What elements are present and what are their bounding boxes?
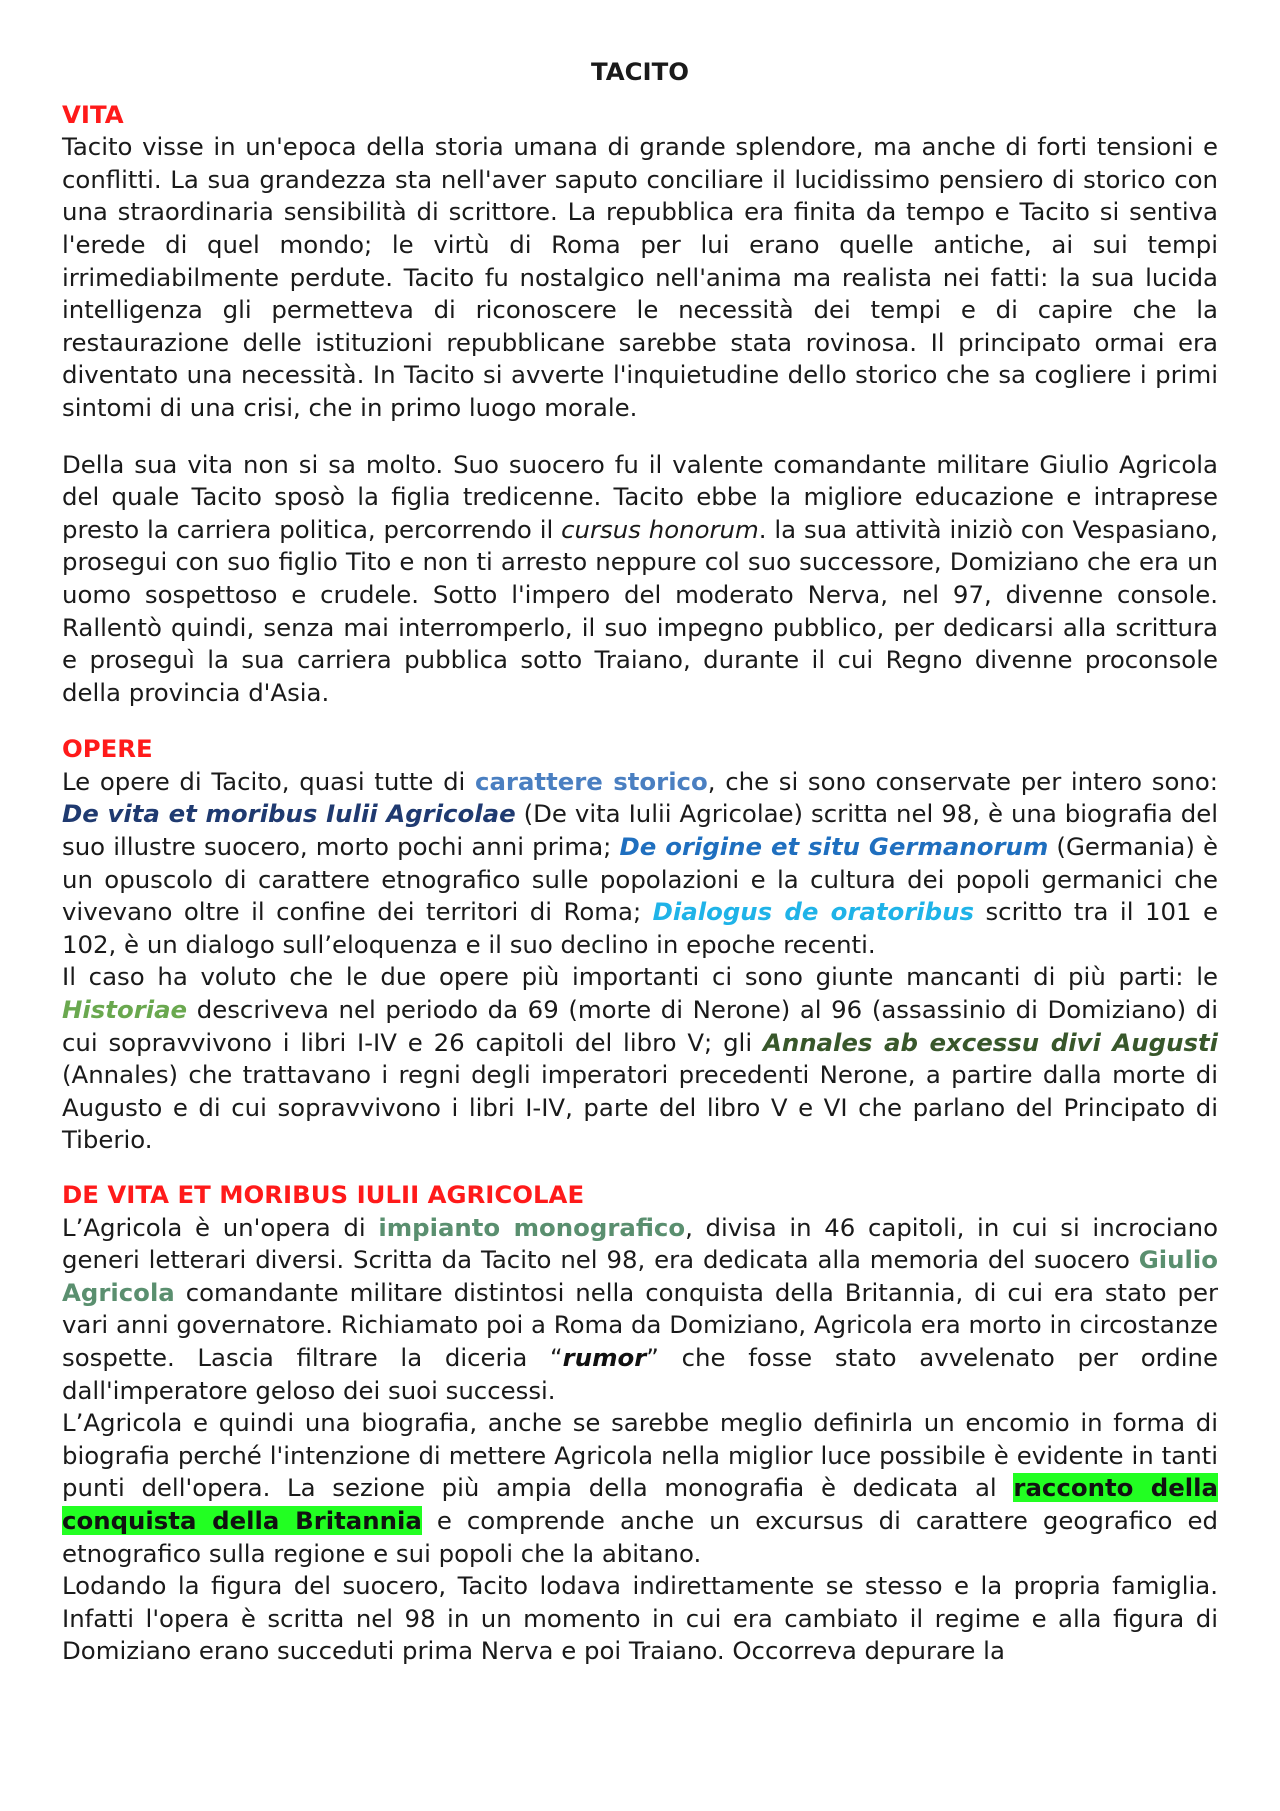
opere-paragraph-2 [62, 961, 1218, 1157]
agricola-text: ” che fosse stato avvelenato per ordine dall'imperatore geloso dei suoi successi. [62, 1342, 1219, 1405]
title-germania: De origine et situ Germanorum [619, 832, 1049, 862]
heading-vita: VITA [62, 99, 124, 129]
term-carattere-storico: carattere storico [475, 766, 708, 796]
agricola-text: L’Agricola è un'opera di [62, 1212, 379, 1242]
opere-text: (Annales) che trattavano i regni degli imperatori precedenti Nerone, a partire dalla morte di Augusto e di cui sopravvivono i libri I-IV, parte del libro V e VI che parlano del Principato di Tiberio. [62, 1060, 1218, 1155]
agricola-text: , divisa in 46 capitoli, in cui si incrociano generi letterari diversi. Scritta da Tacito nel 98, era dedicata alla memoria del suocero [62, 1212, 1218, 1275]
opere-text: scritto tra il 101 e 102, è un dialogo sull’eloquenza e il suo declino in epoche recenti. [62, 897, 1219, 959]
opere-text: , che si sono conservate per intero sono: [707, 766, 1218, 796]
title-annales: Annales ab excessu divi Augusti [762, 1027, 1218, 1057]
name-giulio-agricola: Giulio Agricola [62, 1245, 1218, 1307]
document-page [62, 56, 1218, 1668]
agricola-text: L’Agricola e quindi una biografia, anche se sarebbe meglio definirla un encomio in forma di biografia perché l'intenzione di mettere Agricola nella miglior luce possibile è evidente in tanti punti dell'opera. La sezione più ampia della monografia è dedicata al [62, 1408, 1218, 1503]
agricola-paragraph-2 [62, 1407, 1218, 1570]
cursus-honorum-term: cursus honorum [561, 514, 759, 544]
agricola-text: e comprende anche un excursus di carattere geografico ed etnografico sulla regione e sui popoli che la abitano. [62, 1505, 1219, 1568]
opere-text: Il caso ha voluto che le due opere più importanti ci sono giunte mancanti di più parti: le [62, 962, 1218, 992]
title-dialogus: Dialogus de oratoribus [652, 897, 974, 927]
vita-text: . la sua attività iniziò con Vespasiano, prosegui con suo figlio Tito e non ti arresto neppure col suo successore, Domiziano che era un uomo sospettoso e crudele. Sotto l'impero del moderato Nerva, nel 97, divenne console. Rallentò quindi, senza mai interromperlo, il suo impegno pubblico, per dedicarsi alla scrittura e proseguì la sua carriera pubblica sotto Traiano, durante il cui Regno divenne proconsole della provincia d'Asia. [62, 514, 1218, 707]
title-agricola: De vita et moribus Iulii Agricolae [62, 799, 516, 829]
title-historiae: Historiae [62, 995, 188, 1025]
vita-paragraph-2 [62, 449, 1218, 710]
vita-text: Della sua vita non si sa molto. Suo suocero fu il valente comandante militare Giulio Agricola del quale Tacito sposò la figlia tredicenne. Tacito ebbe la migliore educazione e intraprese presto la carriera politica, percorrendo il [62, 449, 1218, 544]
opere-text: Le opere di Tacito, quasi tutte di [62, 766, 475, 796]
heading-opere: OPERE [62, 734, 153, 764]
vita-paragraph-1: Tacito visse in un'epoca della storia umana di grande splendore, ma anche di forti tensioni e conflitti. La sua grandezza sta nell'aver saputo conciliare il lucidissimo pensiero di storico con una straordinaria sensibilità di scrittore. La repubblica era finita da tempo e Tacito si sentiva l'erede di quel mondo; le virtù di Roma per lui erano quelle antiche, ai sui tempi irrimediabilmente perdute. Tacito fu nostalgico nell'anima ma realista nei fatti: la sua lucida intelligenza gli permetteva di riconoscere le necessità dei tempi e di capire che la restaurazione delle istituzioni repubblicane sarebbe stata rovinosa. Il principato ormai era diventato una necessità. In Tacito si avverte l'inquietudine dello storico che sa cogliere i primi sintomi di una crisi, che in primo luogo morale. [62, 132, 1218, 422]
document-title: TACITO [591, 57, 689, 86]
agricola-text: comandante militare distintosi nella conquista della Britannia, di cui era stato per vari anni governatore. Richiamato poi a Roma da Domiziano, Agricola era morto in circostanze sospette. Lascia filtrare la diceria “ [62, 1277, 1218, 1372]
opere-text: (Germania) è un opuscolo di carattere etnografico sulle popolazioni e la cultura dei popoli germanici che vivevano oltre il confine dei territori di Roma; [62, 832, 1219, 927]
highlighted-phrase: racconto della conquista della Britannia [62, 1473, 1218, 1535]
heading-agricola: DE VITA ET MORIBUS IULII AGRICOLAE [62, 1180, 585, 1209]
opere-paragraph-1 [62, 766, 1218, 962]
opere-text: (De vita Iulii Agricolae) scritta nel 98, è una biografia del suo illustre suocero, morto pochi anni prima; [62, 799, 1218, 862]
opere-text: descriveva nel periodo da 69 (morte di Nerone) al 96 (assassinio di Domiziano) di cui sopravvivono i libri I-IV e 26 capitoli del libro V; gli [62, 995, 1218, 1057]
term-rumor: rumor [562, 1342, 647, 1372]
agricola-paragraph-3: Lodando la figura del suocero, Tacito lodava indirettamente se stesso e la propria famiglia. Infatti l'opera è scritta nel 98 in un momento in cui era cambiato il regime e alla figura di Domiziano erano succeduti prima Nerva e poi Traiano. Occorreva depurare la [62, 1571, 1218, 1666]
agricola-paragraph-1 [62, 1212, 1218, 1408]
term-impianto-monografico: impianto monografico [378, 1212, 686, 1242]
